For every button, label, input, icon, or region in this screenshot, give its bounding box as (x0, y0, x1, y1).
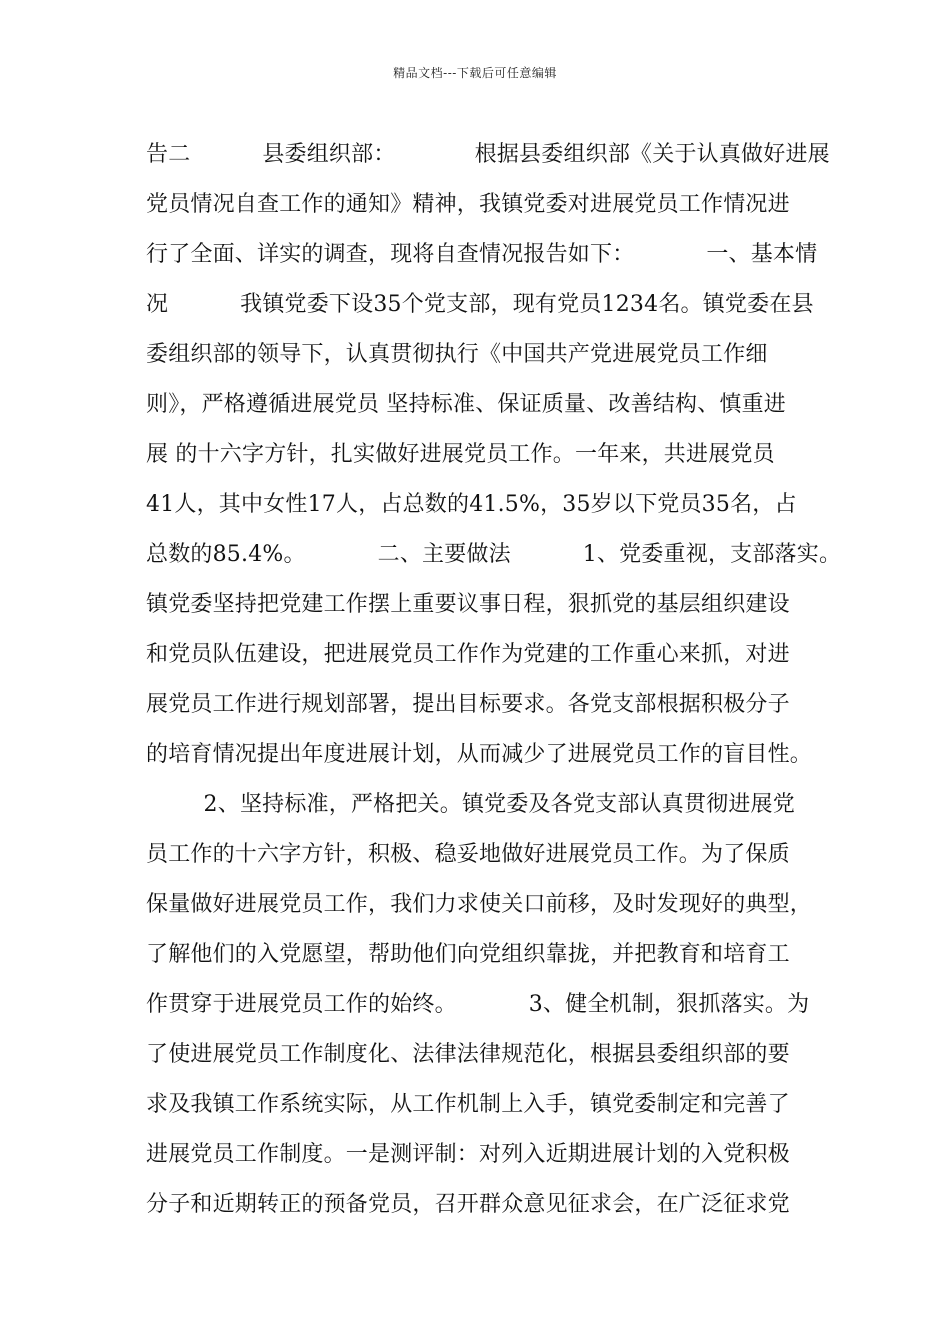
text-line: 了使进展党员工作制度化、法律法律规范化，根据县委组织部的要 (146, 1042, 790, 1067)
page-header: 精品文档---下载后可任意编辑 (393, 66, 557, 80)
text-line: 总数的85.4%。 二、主要做法 1、党委重视，支部落实。 (146, 542, 842, 567)
text-line: 和党员队伍建设，把进展党员工作作为党建的工作重心来抓，对进 (146, 642, 790, 667)
text-line: 进展党员工作制度。一是测评制：对列入近期进展计划的入党积极 (146, 1142, 790, 1167)
text-line: 镇党委坚持把党建工作摆上重要议事日程，狠抓党的基层组织建设 (146, 592, 790, 617)
text-line: 展党员工作进行规划部署，提出目标要求。各党支部根据积极分子 (146, 692, 790, 717)
text-line: 作贯穿于进展党员工作的始终。 3、健全机制，狠抓落实。为 (146, 992, 810, 1017)
text-line: 41人，其中女性17人，占总数的41.5%，35岁以下党员35名，占 (146, 492, 797, 517)
text-line: 况 我镇党委下设35个党支部，现有党员1234名。镇党委在县 (146, 292, 814, 317)
text-line: 员工作的十六字方针，积极、稳妥地做好进展党员工作。为了保质 (146, 842, 790, 867)
text-line: 求及我镇工作系统实际，从工作机制上入手，镇党委制定和完善了 (146, 1092, 790, 1117)
text-line: 党员情况自查工作的通知》精神，我镇党委对进展党员工作情况进 (146, 192, 790, 217)
text-line: 保量做好进展党员工作，我们力求使关口前移，及时发现好的典型， (146, 892, 813, 917)
text-line: 行了全面、详实的调查，现将自查情况报告如下： 一、基本情 (146, 242, 818, 267)
text-line: 2、坚持标准，严格把关。镇党委及各党支部认真贯彻进展党 (146, 792, 795, 817)
text-line: 则》，严格遵循进展党员 坚持标准、保证质量、改善结构、慎重进 (146, 392, 786, 417)
document-body (146, 130, 842, 1230)
text-line: 告二 县委组织部： 根据县委组织部《关于认真做好进展 (146, 142, 830, 167)
text-line: 委组织部的领导下，认真贯彻执行《中国共产党进展党员工作细 (146, 342, 768, 367)
text-line: 的培育情况提出年度进展计划，从而减少了进展党员工作的盲目性。 (146, 742, 813, 767)
text-line: 展 的十六字方针，扎实做好进展党员工作。一年来，共进展党员 (146, 442, 775, 467)
text-line: 分子和近期转正的预备党员，召开群众意见征求会，在广泛征求党 (146, 1192, 790, 1217)
text-line: 了解他们的入党愿望，帮助他们向党组织靠拢，并把教育和培育工 (146, 942, 790, 967)
